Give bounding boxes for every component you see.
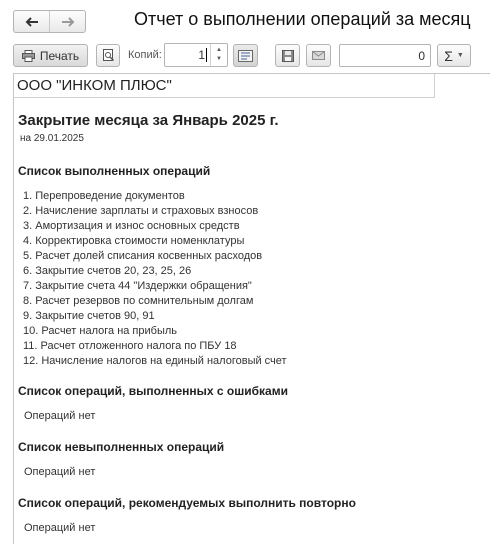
repeat-empty-text: Операций нет xyxy=(24,522,96,534)
copies-value: 1 xyxy=(198,48,205,62)
not-done-header: Список невыполненных операций xyxy=(18,440,225,454)
repeat-header: Список операций, рекомендуемых выполнить повторно xyxy=(18,496,356,510)
spin-down-icon[interactable]: ▼ xyxy=(216,56,222,62)
list-item: 6. Закрытие счетов 20, 23, 25, 26 xyxy=(23,265,192,277)
forward-button[interactable] xyxy=(49,11,85,32)
list-item: 8. Расчет резервов по сомнительным долгам xyxy=(23,295,254,307)
report-document[interactable] xyxy=(13,73,490,544)
list-item: 2. Начисление зарплаты и страховых взносов xyxy=(23,205,259,217)
sum-mode-button[interactable] xyxy=(437,44,471,67)
list-item: 7. Закрытие счета 44 "Издержки обращения" xyxy=(23,280,252,292)
print-button[interactable] xyxy=(13,44,88,67)
send-email-button[interactable] xyxy=(306,44,331,67)
report-date: на 29.01.2025 xyxy=(20,133,84,144)
list-item: 3. Амортизация и износ основных средств xyxy=(23,220,240,232)
chevron-down-icon: ▼ xyxy=(456,52,464,59)
list-item: 4. Корректировка стоимости номенклатуры xyxy=(23,235,245,247)
list-item: 1. Перепроведение документов xyxy=(23,190,185,202)
list-item: 10. Расчет налога на прибыль xyxy=(23,325,178,337)
envelope-icon xyxy=(312,51,325,60)
print-settings-button[interactable] xyxy=(233,44,258,67)
page-settings-icon xyxy=(238,50,253,62)
completed-header: Список выполненных операций xyxy=(18,164,211,178)
arrow-left-icon xyxy=(25,17,39,27)
printer-icon xyxy=(22,50,35,62)
copies-spinner[interactable] xyxy=(210,44,227,66)
print-label: Печать xyxy=(39,48,80,63)
errors-header: Список операций, выполненных с ошибками xyxy=(18,384,288,398)
completed-operations-list xyxy=(23,189,287,369)
sigma-icon: Σ xyxy=(444,47,453,64)
sum-field[interactable]: 0 xyxy=(339,44,431,67)
arrow-right-icon xyxy=(61,17,75,27)
print-preview-icon xyxy=(102,49,115,62)
preview-button[interactable] xyxy=(96,44,120,67)
list-item: 5. Расчет долей списания косвенных расходов xyxy=(23,250,263,262)
copies-label: Копий: xyxy=(128,49,162,61)
report-title: Закрытие месяца за Январь 2025 г. xyxy=(18,112,279,129)
not-done-empty-text: Операций нет xyxy=(24,466,96,478)
list-item: 11. Расчет отложенного налога по ПБУ 18 xyxy=(23,340,237,352)
save-button[interactable] xyxy=(275,44,300,67)
back-button[interactable] xyxy=(14,11,49,32)
floppy-disk-icon xyxy=(282,50,294,62)
copies-input[interactable] xyxy=(164,43,228,67)
list-item: 12. Начисление налогов на единый налоговый счет xyxy=(23,355,287,367)
window-title: Отчет о выполнении операций за месяц xyxy=(134,9,471,29)
list-item: 9. Закрытие счетов 90, 91 xyxy=(23,310,155,322)
navigation-buttons xyxy=(13,10,86,33)
errors-empty-text: Операций нет xyxy=(24,410,96,422)
organization-name[interactable]: ООО "ИНКОМ ПЛЮС" xyxy=(14,74,435,98)
spin-up-icon[interactable]: ▲ xyxy=(216,47,222,53)
